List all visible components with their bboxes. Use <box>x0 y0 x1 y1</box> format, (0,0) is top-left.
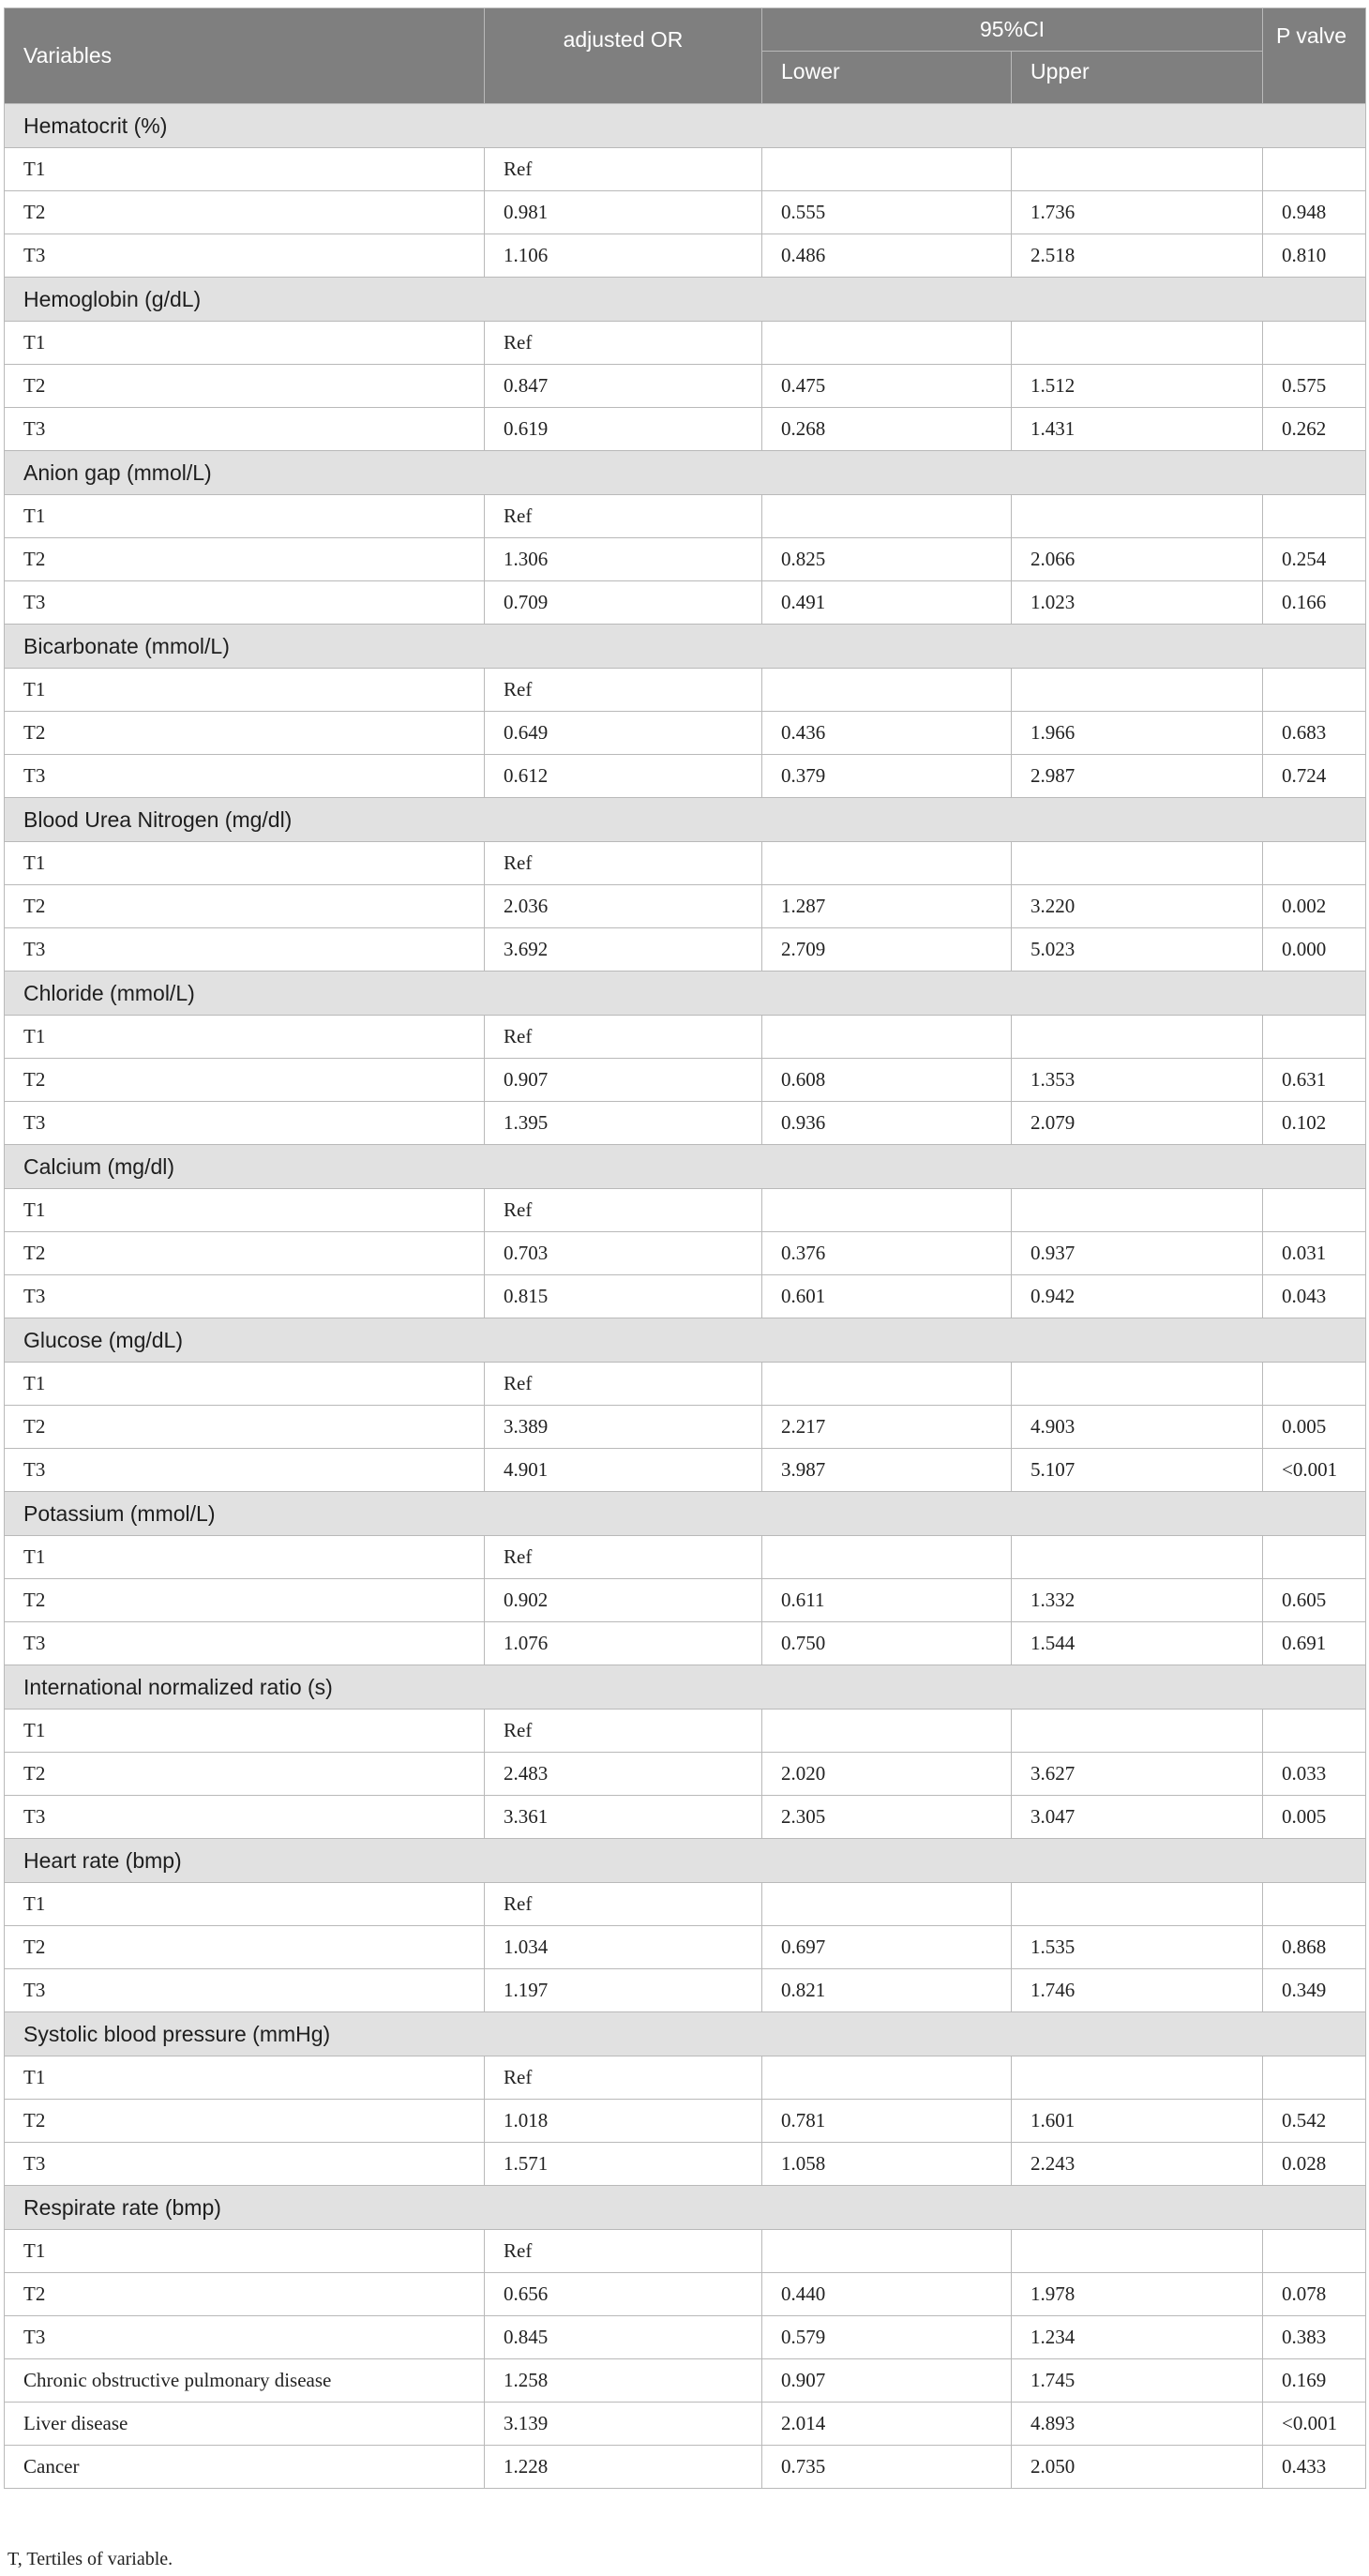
cell-variable: Chronic obstructive pulmonary disease <box>5 2359 485 2403</box>
cell-lower <box>762 1016 1012 1059</box>
cell-upper <box>1012 1536 1263 1579</box>
cell-p-value <box>1263 2056 1366 2100</box>
table-row <box>5 2446 1366 2489</box>
cell-p-value: 0.349 <box>1263 1969 1366 2012</box>
group-header-row <box>5 278 1366 322</box>
group-header-row <box>5 1145 1366 1189</box>
cell-variable: T3 <box>5 2143 485 2186</box>
cell-p-value: 0.575 <box>1263 365 1366 408</box>
table-row <box>5 365 1366 408</box>
cell-p-value <box>1263 842 1366 885</box>
cell-adjusted-or: 0.709 <box>485 581 762 625</box>
cell-adjusted-or: Ref <box>485 1189 762 1232</box>
cell-p-value <box>1263 1536 1366 1579</box>
cell-variable: T1 <box>5 1189 485 1232</box>
cell-lower: 0.735 <box>762 2446 1012 2489</box>
cell-upper <box>1012 1883 1263 1926</box>
cell-lower: 0.608 <box>762 1059 1012 1102</box>
group-header-row <box>5 451 1366 495</box>
cell-variable: T1 <box>5 2230 485 2273</box>
cell-lower <box>762 2056 1012 2100</box>
table-row <box>5 1536 1366 1579</box>
cell-p-value: 0.043 <box>1263 1275 1366 1318</box>
cell-variable: T1 <box>5 669 485 712</box>
cell-upper <box>1012 495 1263 538</box>
table-row <box>5 1363 1366 1406</box>
cell-lower <box>762 1536 1012 1579</box>
group-title: Bicarbonate (mmol/L) <box>5 625 1366 669</box>
group-header-row <box>5 2186 1366 2230</box>
cell-upper: 2.243 <box>1012 2143 1263 2186</box>
table-row <box>5 1102 1366 1145</box>
cell-upper <box>1012 1189 1263 1232</box>
cell-adjusted-or: 3.389 <box>485 1406 762 1449</box>
cell-p-value: 0.031 <box>1263 1232 1366 1275</box>
cell-adjusted-or: Ref <box>485 495 762 538</box>
cell-variable: T1 <box>5 1536 485 1579</box>
table-row <box>5 2230 1366 2273</box>
cell-adjusted-or: Ref <box>485 842 762 885</box>
cell-adjusted-or: 1.228 <box>485 2446 762 2489</box>
cell-p-value: 0.033 <box>1263 1753 1366 1796</box>
cell-adjusted-or: 2.483 <box>485 1753 762 1796</box>
table-row <box>5 2359 1366 2403</box>
cell-adjusted-or: Ref <box>485 1710 762 1753</box>
cell-adjusted-or: 1.018 <box>485 2100 762 2143</box>
cell-p-value <box>1263 1710 1366 1753</box>
cell-upper: 1.353 <box>1012 1059 1263 1102</box>
table-footnote: T, Tertiles of variable. <box>8 2549 173 2569</box>
group-title: Blood Urea Nitrogen (mg/dl) <box>5 798 1366 842</box>
table-row <box>5 1189 1366 1232</box>
cell-adjusted-or: 3.692 <box>485 928 762 972</box>
cell-adjusted-or: 3.139 <box>485 2403 762 2446</box>
group-title: Potassium (mmol/L) <box>5 1492 1366 1536</box>
cell-upper <box>1012 1710 1263 1753</box>
cell-adjusted-or: 0.649 <box>485 712 762 755</box>
cell-adjusted-or: 0.845 <box>485 2316 762 2359</box>
group-title: Chloride (mmol/L) <box>5 972 1366 1016</box>
cell-variable: T2 <box>5 2100 485 2143</box>
cell-p-value: 0.683 <box>1263 712 1366 755</box>
cell-upper: 0.942 <box>1012 1275 1263 1318</box>
cell-adjusted-or: 0.815 <box>485 1275 762 1318</box>
cell-upper: 1.736 <box>1012 191 1263 234</box>
cell-lower: 0.825 <box>762 538 1012 581</box>
cell-adjusted-or: 3.361 <box>485 1796 762 1839</box>
cell-p-value: 0.810 <box>1263 234 1366 278</box>
cell-p-value: 0.078 <box>1263 2273 1366 2316</box>
cell-variable: T3 <box>5 1275 485 1318</box>
cell-p-value: 0.724 <box>1263 755 1366 798</box>
group-title: Hemoglobin (g/dL) <box>5 278 1366 322</box>
cell-variable: T3 <box>5 408 485 451</box>
header-lower: Lower <box>762 52 1012 104</box>
cell-lower: 0.697 <box>762 1926 1012 1969</box>
cell-lower: 0.601 <box>762 1275 1012 1318</box>
group-header-row <box>5 972 1366 1016</box>
table-row <box>5 669 1366 712</box>
cell-lower: 2.305 <box>762 1796 1012 1839</box>
cell-upper <box>1012 2056 1263 2100</box>
cell-upper: 4.893 <box>1012 2403 1263 2446</box>
cell-upper <box>1012 2230 1263 2273</box>
cell-lower: 3.987 <box>762 1449 1012 1492</box>
cell-adjusted-or: 1.106 <box>485 234 762 278</box>
table-row <box>5 2143 1366 2186</box>
table-row <box>5 755 1366 798</box>
cell-upper: 5.107 <box>1012 1449 1263 1492</box>
cell-adjusted-or: 1.571 <box>485 2143 762 2186</box>
table-row <box>5 191 1366 234</box>
table-row <box>5 2316 1366 2359</box>
table-body <box>5 104 1366 2489</box>
table-row <box>5 1579 1366 1622</box>
table-row <box>5 1059 1366 1102</box>
cell-p-value: 0.005 <box>1263 1406 1366 1449</box>
cell-adjusted-or: Ref <box>485 1363 762 1406</box>
cell-lower: 0.936 <box>762 1102 1012 1145</box>
cell-lower: 2.014 <box>762 2403 1012 2446</box>
cell-variable: T3 <box>5 755 485 798</box>
table-row <box>5 408 1366 451</box>
cell-variable: T2 <box>5 365 485 408</box>
table-row <box>5 234 1366 278</box>
cell-lower: 0.750 <box>762 1622 1012 1665</box>
cell-variable: T3 <box>5 1102 485 1145</box>
cell-variable: T1 <box>5 842 485 885</box>
cell-lower <box>762 495 1012 538</box>
group-header-row <box>5 1665 1366 1710</box>
cell-p-value <box>1263 2230 1366 2273</box>
table-row <box>5 1016 1366 1059</box>
cell-lower: 0.475 <box>762 365 1012 408</box>
cell-upper: 1.978 <box>1012 2273 1263 2316</box>
table-row <box>5 1796 1366 1839</box>
cell-adjusted-or: Ref <box>485 669 762 712</box>
table-row <box>5 1232 1366 1275</box>
cell-adjusted-or: 1.395 <box>485 1102 762 1145</box>
cell-p-value: 0.028 <box>1263 2143 1366 2186</box>
cell-variable: T3 <box>5 928 485 972</box>
cell-lower <box>762 1883 1012 1926</box>
cell-upper <box>1012 1016 1263 1059</box>
cell-upper: 2.079 <box>1012 1102 1263 1145</box>
cell-variable: T2 <box>5 712 485 755</box>
cell-lower <box>762 148 1012 191</box>
header-variables: Variables <box>5 8 485 104</box>
table-row <box>5 1275 1366 1318</box>
cell-adjusted-or: 1.034 <box>485 1926 762 1969</box>
cell-lower: 0.486 <box>762 234 1012 278</box>
cell-p-value: <0.001 <box>1263 1449 1366 1492</box>
header-upper: Upper <box>1012 52 1263 104</box>
cell-adjusted-or: 2.036 <box>485 885 762 928</box>
cell-variable: T2 <box>5 1926 485 1969</box>
table-row <box>5 581 1366 625</box>
cell-p-value: 0.102 <box>1263 1102 1366 1145</box>
cell-lower: 0.611 <box>762 1579 1012 1622</box>
cell-upper: 1.431 <box>1012 408 1263 451</box>
cell-p-value <box>1263 1189 1366 1232</box>
group-header-row <box>5 2012 1366 2056</box>
cell-p-value: 0.000 <box>1263 928 1366 972</box>
cell-adjusted-or: 0.612 <box>485 755 762 798</box>
group-header-row <box>5 1839 1366 1883</box>
group-header-row <box>5 104 1366 148</box>
cell-upper <box>1012 842 1263 885</box>
cell-p-value: 0.166 <box>1263 581 1366 625</box>
cell-lower <box>762 1189 1012 1232</box>
cell-lower: 0.555 <box>762 191 1012 234</box>
cell-lower: 2.020 <box>762 1753 1012 1796</box>
cell-lower: 0.436 <box>762 712 1012 755</box>
cell-p-value <box>1263 495 1366 538</box>
cell-p-value: 0.254 <box>1263 538 1366 581</box>
cell-variable: T1 <box>5 322 485 365</box>
cell-p-value <box>1263 669 1366 712</box>
cell-lower: 1.058 <box>762 2143 1012 2186</box>
cell-p-value: 0.005 <box>1263 1796 1366 1839</box>
cell-p-value: 0.002 <box>1263 885 1366 928</box>
cell-upper: 2.050 <box>1012 2446 1263 2489</box>
cell-adjusted-or: 1.306 <box>485 538 762 581</box>
table-row <box>5 538 1366 581</box>
cell-upper <box>1012 1363 1263 1406</box>
group-title: Systolic blood pressure (mmHg) <box>5 2012 1366 2056</box>
cell-variable: T3 <box>5 234 485 278</box>
cell-upper: 1.544 <box>1012 1622 1263 1665</box>
group-title: Respirate rate (bmp) <box>5 2186 1366 2230</box>
cell-lower: 0.440 <box>762 2273 1012 2316</box>
cell-p-value: 0.691 <box>1263 1622 1366 1665</box>
cell-adjusted-or: Ref <box>485 2230 762 2273</box>
cell-variable: T1 <box>5 1710 485 1753</box>
cell-upper <box>1012 148 1263 191</box>
cell-variable: T2 <box>5 1406 485 1449</box>
cell-p-value <box>1263 322 1366 365</box>
cell-p-value <box>1263 1016 1366 1059</box>
cell-upper: 5.023 <box>1012 928 1263 972</box>
cell-adjusted-or: Ref <box>485 1016 762 1059</box>
group-title: Glucose (mg/dL) <box>5 1318 1366 1363</box>
cell-upper: 2.518 <box>1012 234 1263 278</box>
cell-upper <box>1012 669 1263 712</box>
cell-upper: 1.234 <box>1012 2316 1263 2359</box>
cell-lower: 2.709 <box>762 928 1012 972</box>
cell-adjusted-or: 0.619 <box>485 408 762 451</box>
cell-variable: T2 <box>5 1579 485 1622</box>
cell-variable: T2 <box>5 2273 485 2316</box>
cell-lower <box>762 2230 1012 2273</box>
cell-upper: 1.746 <box>1012 1969 1263 2012</box>
cell-variable: T2 <box>5 538 485 581</box>
cell-lower <box>762 1363 1012 1406</box>
cell-adjusted-or: 0.907 <box>485 1059 762 1102</box>
cell-lower: 2.217 <box>762 1406 1012 1449</box>
table-header <box>5 8 1366 104</box>
table-row <box>5 1406 1366 1449</box>
cell-variable: Cancer <box>5 2446 485 2489</box>
cell-variable: T2 <box>5 1232 485 1275</box>
cell-variable: T1 <box>5 2056 485 2100</box>
cell-variable: T1 <box>5 1016 485 1059</box>
cell-variable: T3 <box>5 1796 485 1839</box>
cell-upper: 4.903 <box>1012 1406 1263 1449</box>
group-header-row <box>5 625 1366 669</box>
cell-variable: T3 <box>5 581 485 625</box>
cell-lower: 1.287 <box>762 885 1012 928</box>
table-row <box>5 712 1366 755</box>
cell-adjusted-or: 1.197 <box>485 1969 762 2012</box>
cell-adjusted-or: 0.656 <box>485 2273 762 2316</box>
cell-adjusted-or: 0.847 <box>485 365 762 408</box>
cell-p-value: 0.262 <box>1263 408 1366 451</box>
cell-adjusted-or: Ref <box>485 148 762 191</box>
cell-upper: 1.023 <box>1012 581 1263 625</box>
cell-variable: T2 <box>5 1059 485 1102</box>
cell-upper: 2.066 <box>1012 538 1263 581</box>
cell-adjusted-or: 4.901 <box>485 1449 762 1492</box>
table-row <box>5 148 1366 191</box>
cell-p-value <box>1263 1883 1366 1926</box>
table-row <box>5 928 1366 972</box>
cell-variable: T2 <box>5 885 485 928</box>
cell-lower: 0.379 <box>762 755 1012 798</box>
group-title: Heart rate (bmp) <box>5 1839 1366 1883</box>
cell-variable: Liver disease <box>5 2403 485 2446</box>
cell-upper: 3.627 <box>1012 1753 1263 1796</box>
cell-p-value: 0.948 <box>1263 191 1366 234</box>
table-row <box>5 842 1366 885</box>
header-adjusted-or: adjusted OR <box>485 8 762 104</box>
table-row <box>5 1753 1366 1796</box>
cell-upper: 3.047 <box>1012 1796 1263 1839</box>
cell-lower: 0.491 <box>762 581 1012 625</box>
cell-lower: 0.781 <box>762 2100 1012 2143</box>
cell-upper: 1.601 <box>1012 2100 1263 2143</box>
cell-variable: T1 <box>5 495 485 538</box>
cell-p-value: 0.383 <box>1263 2316 1366 2359</box>
cell-p-value <box>1263 1363 1366 1406</box>
table-row <box>5 1622 1366 1665</box>
cell-lower: 0.907 <box>762 2359 1012 2403</box>
cell-lower: 0.579 <box>762 2316 1012 2359</box>
cell-p-value: 0.542 <box>1263 2100 1366 2143</box>
cell-variable: T2 <box>5 191 485 234</box>
cell-lower <box>762 842 1012 885</box>
table-row <box>5 1883 1366 1926</box>
cell-lower <box>762 322 1012 365</box>
group-header-row <box>5 1318 1366 1363</box>
cell-adjusted-or: 0.703 <box>485 1232 762 1275</box>
header-95ci: 95%CI <box>762 8 1263 52</box>
cell-lower: 0.376 <box>762 1232 1012 1275</box>
cell-p-value: 0.433 <box>1263 2446 1366 2489</box>
cell-lower: 0.268 <box>762 408 1012 451</box>
table-row <box>5 1969 1366 2012</box>
cell-adjusted-or: Ref <box>485 1883 762 1926</box>
table-row <box>5 2056 1366 2100</box>
table-row <box>5 2273 1366 2316</box>
cell-lower: 0.821 <box>762 1969 1012 2012</box>
table-row <box>5 322 1366 365</box>
cell-adjusted-or: 0.902 <box>485 1579 762 1622</box>
cell-upper <box>1012 322 1263 365</box>
cell-variable: T1 <box>5 1883 485 1926</box>
header-p-value: P valve <box>1263 8 1366 104</box>
table-row <box>5 885 1366 928</box>
cell-adjusted-or: 0.981 <box>485 191 762 234</box>
group-header-row <box>5 798 1366 842</box>
cell-lower <box>762 1710 1012 1753</box>
group-title: Anion gap (mmol/L) <box>5 451 1366 495</box>
cell-p-value: 0.631 <box>1263 1059 1366 1102</box>
cell-p-value <box>1263 148 1366 191</box>
cell-adjusted-or: Ref <box>485 1536 762 1579</box>
cell-upper: 2.987 <box>1012 755 1263 798</box>
group-header-row <box>5 1492 1366 1536</box>
cell-variable: T1 <box>5 148 485 191</box>
cell-upper: 1.512 <box>1012 365 1263 408</box>
cell-variable: T3 <box>5 2316 485 2359</box>
cell-upper: 3.220 <box>1012 885 1263 928</box>
cell-adjusted-or: Ref <box>485 2056 762 2100</box>
table-row <box>5 2100 1366 2143</box>
group-title: Hematocrit (%) <box>5 104 1366 148</box>
cell-adjusted-or: 1.076 <box>485 1622 762 1665</box>
cell-p-value: 0.868 <box>1263 1926 1366 1969</box>
table-row <box>5 1449 1366 1492</box>
table-row <box>5 1926 1366 1969</box>
cell-adjusted-or: 1.258 <box>485 2359 762 2403</box>
cell-p-value: 0.605 <box>1263 1579 1366 1622</box>
cell-upper: 1.745 <box>1012 2359 1263 2403</box>
cell-lower <box>762 669 1012 712</box>
table-row <box>5 2403 1366 2446</box>
cell-upper: 0.937 <box>1012 1232 1263 1275</box>
group-title: International normalized ratio (s) <box>5 1665 1366 1710</box>
cell-adjusted-or: Ref <box>485 322 762 365</box>
cell-p-value: <0.001 <box>1263 2403 1366 2446</box>
group-title: Calcium (mg/dl) <box>5 1145 1366 1189</box>
cell-variable: T2 <box>5 1753 485 1796</box>
odds-ratio-table <box>4 8 1366 2489</box>
cell-upper: 1.966 <box>1012 712 1263 755</box>
cell-variable: T3 <box>5 1449 485 1492</box>
cell-variable: T3 <box>5 1622 485 1665</box>
table-row <box>5 1710 1366 1753</box>
cell-p-value: 0.169 <box>1263 2359 1366 2403</box>
table-row <box>5 495 1366 538</box>
cell-variable: T1 <box>5 1363 485 1406</box>
cell-upper: 1.332 <box>1012 1579 1263 1622</box>
cell-upper: 1.535 <box>1012 1926 1263 1969</box>
cell-variable: T3 <box>5 1969 485 2012</box>
